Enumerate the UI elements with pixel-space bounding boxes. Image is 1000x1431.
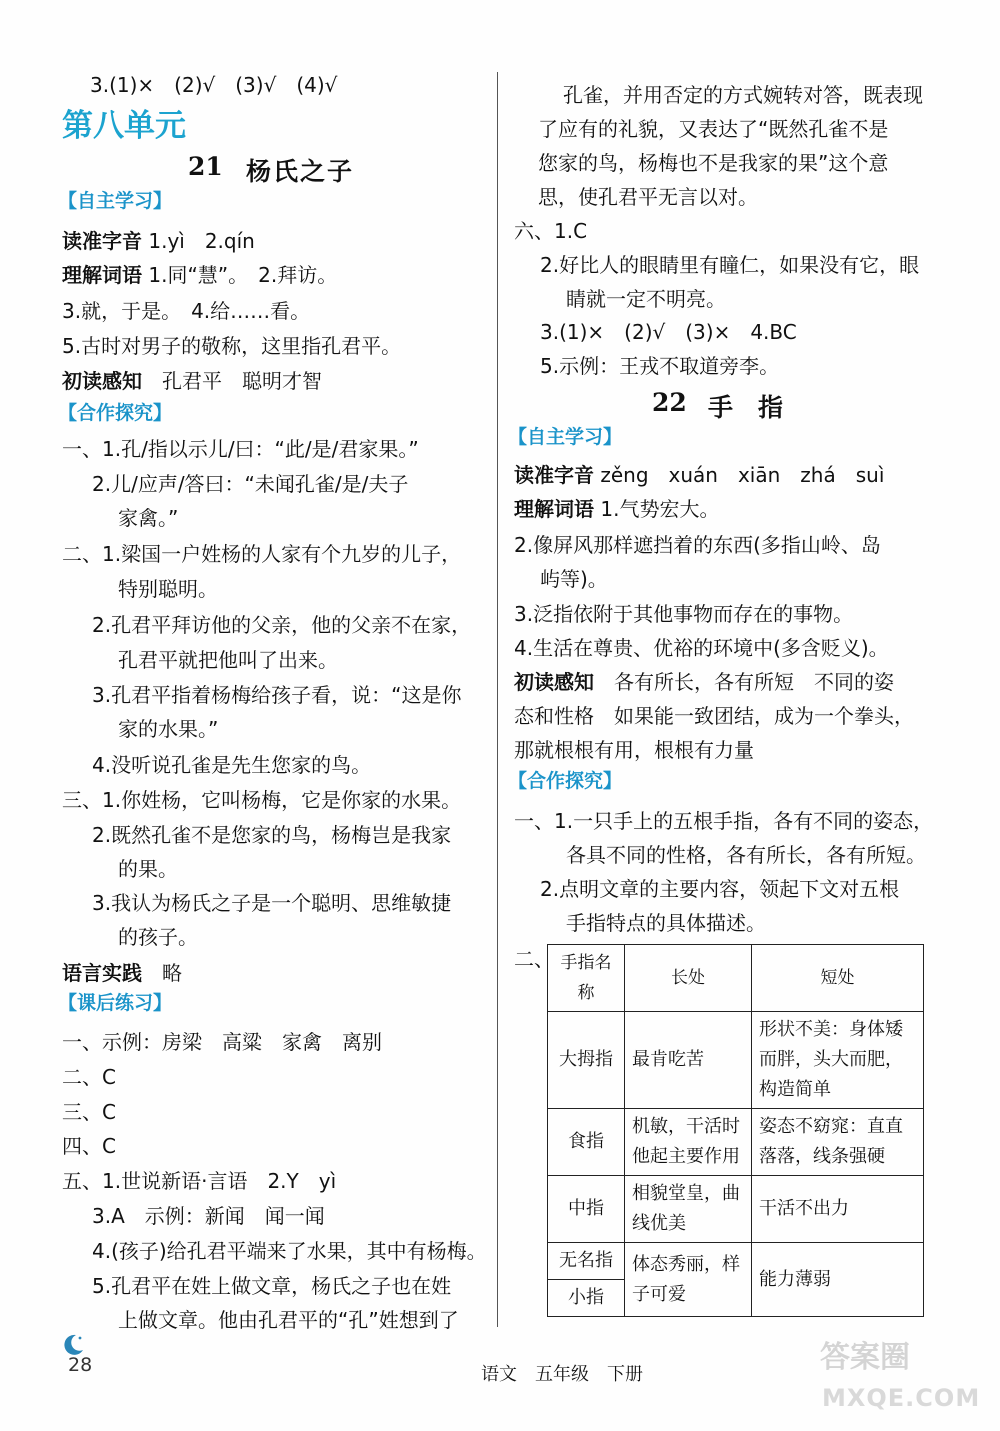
answer-line: 那就根根有用，根根有力量 [514,738,754,762]
answer-line: 屿等)。 [540,567,608,591]
answer-line: 的孩子。 [118,925,198,949]
answer-line: 一、1.孔/指以示儿/曰：“此/是/君家果。” [62,437,419,461]
answer-line: 读准字音 zěng xuán xiān zhá suì [514,463,885,487]
answer-line: 思，使孔君平无言以对。 [538,185,758,209]
table-header: 长处 [625,945,752,1012]
answer-line: 2.孔君平拜访他的父亲，他的父亲不在家， [92,613,472,637]
section-heading: 【课后练习】 [58,992,173,1014]
lesson-title: 手 指 [708,393,784,422]
answer-line: 一、1.一只手上的五根手指，各有不同的姿态， [514,809,934,833]
table-row [548,1012,924,1109]
answer-line: 初读感知 各有所长，各有所短 不同的姿 [514,670,894,694]
answer-line: 三、C [62,1100,116,1124]
table-header-row [548,945,924,1012]
answer-line: 孔雀，并用否定的方式婉转对答，既表现 [563,83,923,107]
finger-weakness: 干活不出力 [752,1176,924,1243]
lesson-title: 杨氏之子 [246,157,355,186]
answer-line: 3.(1)× (2)√ (3)× 4.BC [540,320,797,344]
finger-name: 食指 [548,1109,625,1176]
answer-line: 二、 [514,947,554,971]
finger-name: 无名指 [548,1243,625,1280]
column-divider [497,72,498,1327]
answer-line: 3.就，于是。 4.给……看。 [62,299,311,323]
unit-title: 第八单元 [62,108,186,144]
book-title: 语文 五年级 下册 [481,1364,643,1385]
answer-line: 家禽。” [118,506,179,530]
answer-line: 特别聪明。 [118,577,218,601]
answer-line: 2.点明文章的主要内容，领起下文对五根 [540,877,900,901]
lesson-number: 22 [652,388,687,417]
watermark-url: MXQE.COM [822,1384,981,1412]
answer-line: 一、示例：房梁 高粱 家禽 离别 [62,1030,382,1054]
answer-line: 的果。 [118,857,178,881]
table-row [548,1109,924,1176]
answer-line: 语言实践 略 [62,961,182,985]
table-row [548,1176,924,1243]
table-row [548,1243,924,1280]
section-heading: 【自主学习】 [58,190,173,212]
finger-name: 大拇指 [548,1012,625,1109]
finger-name: 中指 [548,1176,625,1243]
answer-line: 4.生活在尊贵、优裕的环境中(多含贬义)。 [514,636,889,660]
answer-line: 2.像屏风那样遮挡着的东西(多指山岭、岛 [514,533,881,557]
table-header: 短处 [752,945,924,1012]
lesson-number: 21 [188,152,223,181]
answer-line: 态和性格 如果能一致团结，成为一个拳头， [514,704,914,728]
page-number: 28 [68,1354,93,1376]
finger-strength: 体态秀丽，样子可爱 [625,1243,752,1317]
answer-line: 3.泛指依附于其他事物而存在的事物。 [514,602,854,626]
finger-strength: 相貌堂皇，曲线优美 [625,1176,752,1243]
answer-line: 初读感知 孔君平 聪明才智 [62,369,322,393]
finger-weakness: 形状不美：身体矮而胖，头大而肥，构造简单 [752,1012,924,1109]
answer-line: 三、1.你姓杨，它叫杨梅，它是你家的水果。 [62,788,462,812]
answer-line: 家的水果。” [118,717,219,741]
section-heading: 【自主学习】 [508,426,623,448]
answer-line: 手指特点的具体描述。 [566,911,766,935]
answer-line: 5.古时对男子的敬称，这里指孔君平。 [62,334,402,358]
answer-line: 3.(1)× (2)√ (3)√ (4)√ [90,73,338,97]
answer-line: 5.示例：王戎不取道旁李。 [540,354,780,378]
answer-line: 2.好比人的眼睛里有瞳仁，如果没有它，眼 [540,253,920,277]
answer-line: 5.孔君平在姓上做文章，杨氏之子也在姓 [92,1274,452,1298]
finger-weakness: 姿态不窈窕：直直落落，线条强硬 [752,1109,924,1176]
answer-line: 了应有的礼貌，又表达了“既然孔雀不是 [538,117,889,141]
answer-line: 上做文章。他由孔君平的“孔”姓想到了 [118,1308,459,1332]
answer-line: 孔君平就把他叫了出来。 [118,648,338,672]
answer-line: 四、C [62,1134,116,1158]
answer-line: 五、1.世说新语·言语 2.Y yì [62,1169,337,1193]
finger-table [547,944,924,1317]
answer-line: 理解词语 1.气势宏大。 [514,497,720,521]
answer-line: 睛就一定不明亮。 [566,287,726,311]
answer-line: 二、1.梁国一户姓杨的人家有个九岁的儿子， [62,542,462,566]
answer-line: 各具不同的性格，各有所长，各有所短。 [566,843,926,867]
answer-line: 您家的鸟，杨梅也不是我家的果”这个意 [538,151,889,175]
finger-strength: 机敏，干活时他起主要作用 [625,1109,752,1176]
answer-line: 4.(孩子)给孔君平端来了水果，其中有杨梅。 [92,1239,487,1263]
finger-strength: 最肯吃苦 [625,1012,752,1109]
answer-line: 4.没听说孔雀是先生您家的鸟。 [92,753,372,777]
table-header: 手指名称 [548,945,625,1012]
answer-line: 理解词语 1.同“慧”。 2.拜访。 [62,263,338,287]
section-heading: 【合作探究】 [58,402,173,424]
answer-line: 读准字音 1.yì 2.qín [62,229,255,253]
section-heading: 【合作探究】 [508,770,623,792]
answer-line: 3.孔君平指着杨梅给孩子看，说：“这是你 [92,683,462,707]
answer-line: 2.儿/应声/答曰：“未闻孔雀/是/夫子 [92,472,409,496]
answer-line: 2.既然孔雀不是您家的鸟，杨梅岂是我家 [92,823,452,847]
finger-weakness: 能力薄弱 [752,1243,924,1317]
answer-line: 二、C [62,1065,116,1089]
answer-line: 3.我认为杨氏之子是一个聪明、思维敏捷 [92,891,452,915]
answer-line: 六、1.C [514,219,588,243]
answer-line: 3.A 示例：新闻 闻一闻 [92,1204,325,1228]
watermark-logo: 答案圈 [820,1340,910,1375]
finger-name: 小指 [548,1280,625,1317]
